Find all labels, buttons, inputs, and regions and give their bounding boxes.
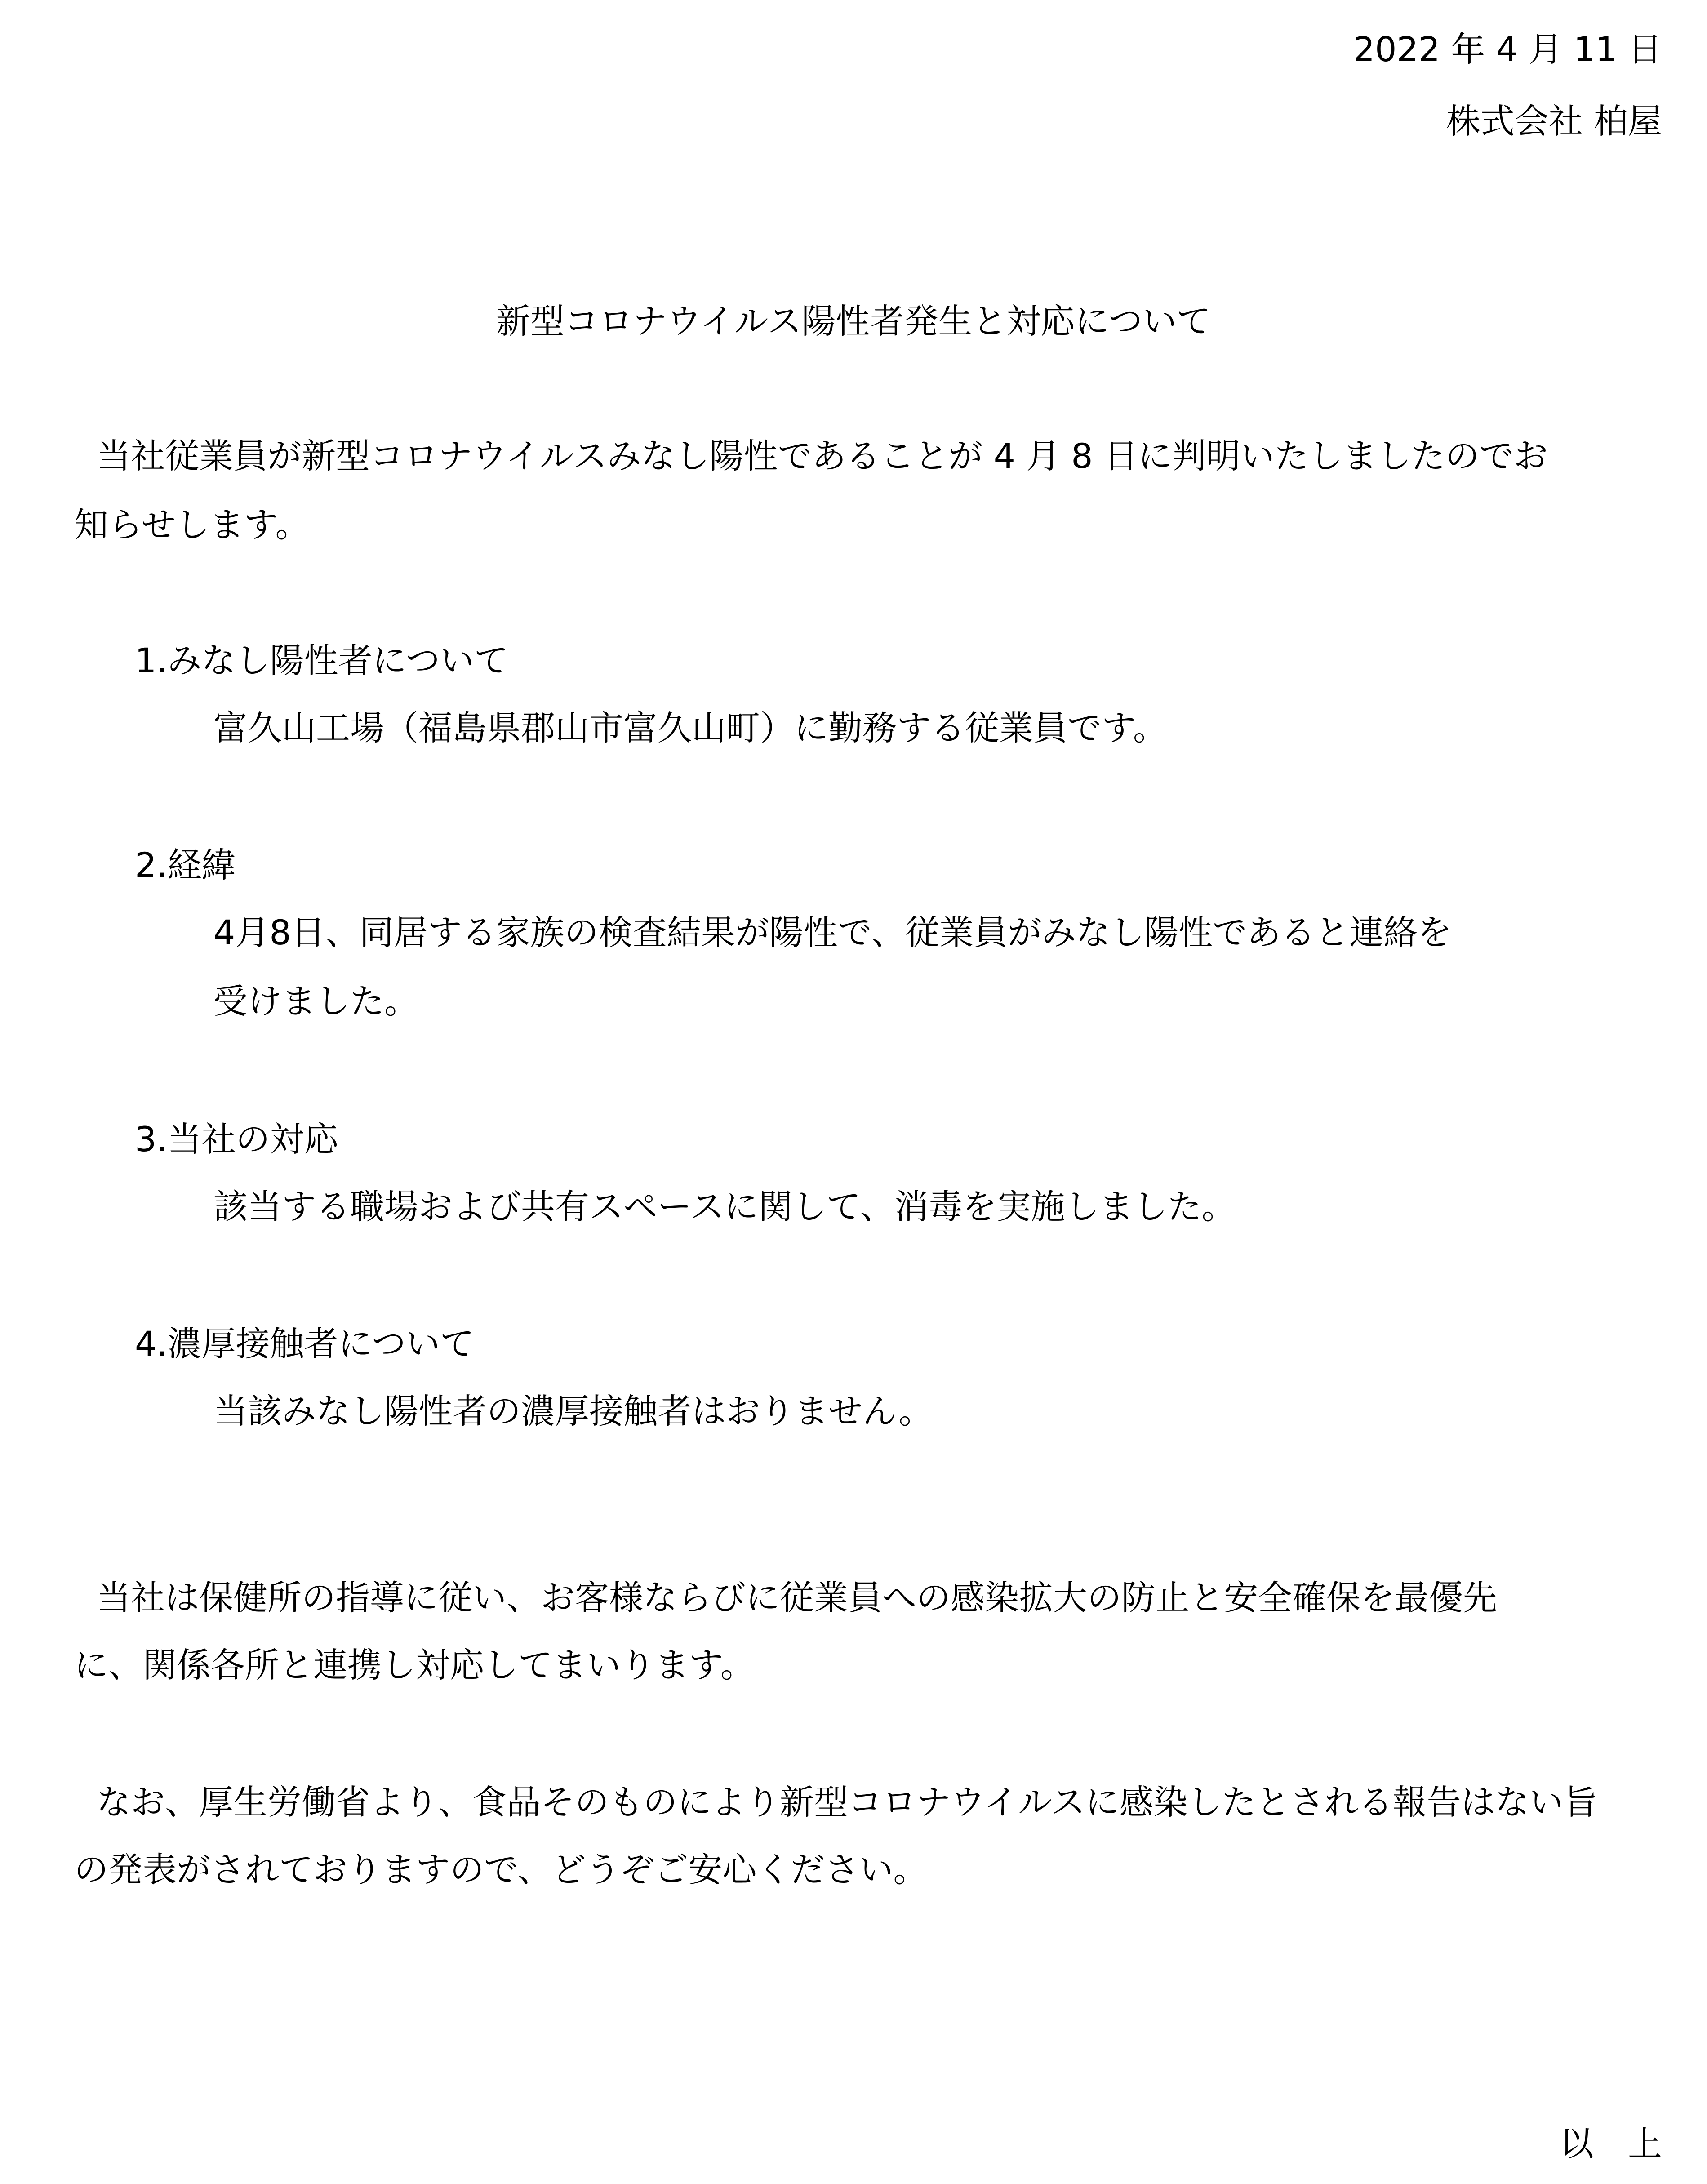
document-date: 2022 年 4 月 11 日 — [1353, 29, 1662, 69]
intro-line-1: 当社従業員が新型コロナウイルスみなし陽性であることが 4 月 8 日に判明いたしましたのでお — [97, 436, 1548, 476]
section-4-heading: 4.濃厚接触者について — [135, 1324, 474, 1364]
section-2-text-1: 4月8日、同居する家族の検査結果が陽性で、従業員がみなし陽性であると連絡を — [213, 912, 1452, 952]
closing-para-1-line-2: に、関係各所と連携し対応してまいります。 — [74, 1645, 755, 1685]
section-3-text: 該当する職場および共有スペースに関して、消毒を実施しました。 — [213, 1187, 1236, 1227]
intro-line-2: 知らせします。 — [74, 505, 310, 545]
closing-para-2-line-1: なお、厚生労働省より、食品そのものにより新型コロナウイルスに感染したとされる報告はない旨 — [97, 1782, 1598, 1822]
section-2-text-2: 受けました。 — [213, 981, 418, 1021]
section-1-heading: 1.みなし陽性者について — [135, 641, 508, 681]
document-title: 新型コロナウイルス陽性者発生と対応について — [496, 301, 1211, 341]
section-4-text: 当該みなし陽性者の濃厚接触者はおりません。 — [213, 1391, 933, 1431]
closing-para-1-line-1: 当社は保健所の指導に従い、お客様ならびに従業員への感染拡大の防止と安全確保を最優先 — [97, 1578, 1497, 1618]
closing-para-2-line-2: の発表がされておりますので、どうぞご安心ください。 — [74, 1850, 928, 1890]
section-2-heading: 2.経緯 — [135, 845, 236, 885]
company-name: 株式会社 柏屋 — [1446, 101, 1662, 141]
section-1-text: 富久山工場（福島県郡山市富久山町）に勤務する従業員です。 — [213, 708, 1167, 748]
section-3-heading: 3.当社の対応 — [135, 1119, 338, 1159]
end-mark: 以 上 — [1560, 2124, 1662, 2164]
